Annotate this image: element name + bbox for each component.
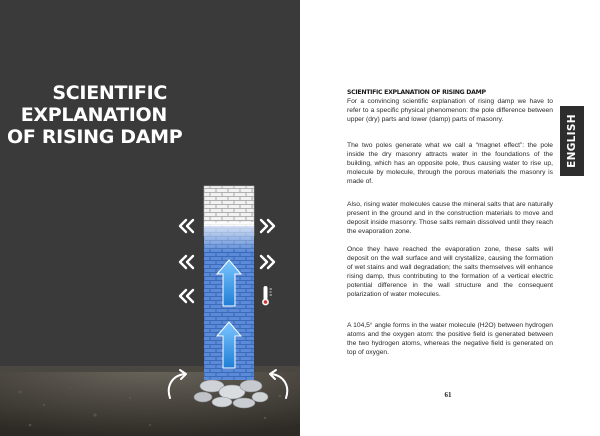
- evaporation-zone: [204, 222, 254, 252]
- ground-surface: [0, 366, 300, 372]
- double-chevron-right-icon: [261, 220, 274, 232]
- page-number: 61: [444, 391, 452, 399]
- title-line-2: EXPLANATION: [20, 104, 167, 126]
- paragraph-4: Once they have reached the evaporation zone, these salts will deposit on the wall surface and will crystallize, causing the formation of wet stains and wall degradation; the salts themselves will enhance rising damp, thus contributing to the formation of a vertical electric potential difference in the wall structure and the consequent polarization of water molecules.: [347, 246, 553, 298]
- paragraph-3: Also, rising water molecules cause the mineral salts that are naturally present in the ground and in the construction materials to move and deposit inside masonry. Those salts remain dissolved until they reach the evaporation zone.: [347, 201, 553, 235]
- double-chevron-left-icon: [180, 220, 193, 232]
- double-chevron-right-icon: [261, 256, 274, 268]
- paragraph-5: A 104,5° angle forms in the water molecule (H2O) between hydrogen atoms and the oxygen atom: the positive field is generated between the two hydrogen atoms, whereas the negative field is generated on top of oxygen.: [347, 322, 553, 356]
- paragraph-2: The two poles generate what we call a “magnet effect”: the pole inside the dry masonry attracts water in the foundations of the building, which has an opposite pole, thus causing water to rise up, molecule by molecule, through the porous materials the masonry is made of.: [347, 142, 553, 185]
- title-line-3: OF RISING DAMP: [7, 126, 183, 148]
- double-chevron-left-icon: [180, 256, 193, 268]
- section-heading: SCIENTIFIC EXPLANATION OF RISING DAMP: [347, 89, 486, 96]
- language-tab: [560, 106, 584, 176]
- language-tab-label: ENGLISH: [566, 114, 578, 168]
- title-line-1: SCIENTIFIC: [52, 82, 167, 104]
- paragraph-1: For a convincing scientific explanation of rising damp we have to refer to a specific physical phenomenon: the pole difference between upper (dry) parts and lower (damp) parts of masonry.: [347, 98, 553, 123]
- double-chevron-left-icon: [180, 290, 193, 302]
- thermometer-icon: [262, 286, 272, 305]
